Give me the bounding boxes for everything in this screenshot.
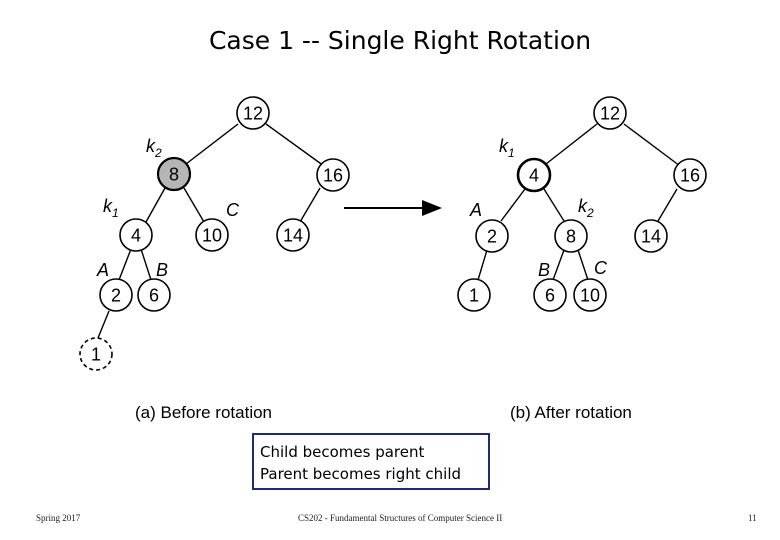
svg-text:4: 4 — [528, 165, 540, 186]
svg-text:16: 16 — [679, 165, 701, 186]
tree-node — [674, 159, 706, 191]
label-subtree-a: A — [97, 260, 110, 280]
edge-16-14 — [300, 188, 320, 222]
svg-text:10: 10 — [579, 285, 601, 306]
edge-12-4 — [546, 124, 597, 164]
svg-text:8: 8 — [168, 164, 180, 185]
tree-node-inserted — [80, 338, 112, 370]
tree-node — [317, 159, 349, 191]
caption-after: (b) After rotation — [510, 403, 632, 422]
svg-text:14: 14 — [282, 225, 304, 246]
svg-text:6: 6 — [148, 285, 160, 306]
slide-title: Case 1 -- Single Right Rotation — [208, 26, 592, 55]
edge-12-8 — [186, 124, 238, 164]
edge-12-16 — [624, 124, 680, 166]
svg-text:4: 4 — [130, 225, 142, 246]
svg-text:14: 14 — [640, 226, 662, 247]
tree-node — [100, 279, 132, 311]
after-tree-labels — [469, 136, 608, 280]
footer-course: CS202 - Fundamental Structures of Computer Science II — [298, 513, 503, 523]
edge-4-2 — [119, 249, 131, 280]
tree-node-k2 — [158, 158, 190, 190]
svg-text:2: 2 — [110, 285, 122, 306]
label-subtree-b: B — [538, 260, 551, 280]
tree-node — [138, 279, 170, 311]
edge-8-10 — [184, 188, 204, 222]
svg-text:1: 1 — [90, 344, 102, 365]
edge-8-10 — [578, 250, 588, 280]
footer-page-number: 11 — [748, 513, 757, 523]
caption-before: (a) Before rotation — [135, 403, 273, 422]
label-k2: $k_2$ — [578, 196, 594, 220]
label-subtree-b: B — [156, 260, 169, 280]
edge-12-16 — [266, 124, 324, 166]
tree-node — [574, 279, 606, 311]
svg-text:1: 1 — [468, 285, 480, 306]
svg-text:10: 10 — [201, 225, 223, 246]
label-k1: $k_1$ — [103, 196, 119, 220]
before-tree-nodes — [80, 97, 349, 370]
tree-node — [196, 219, 228, 251]
tree-node-k1 — [120, 219, 152, 251]
edge-16-14 — [658, 189, 677, 221]
edge-4-8 — [544, 189, 564, 221]
edge-8-4 — [146, 188, 165, 222]
note-line-2: Parent becomes right child — [260, 465, 462, 483]
svg-text:12: 12 — [599, 103, 621, 124]
edge-4-2 — [501, 189, 525, 221]
edge-2-1 — [478, 250, 487, 280]
label-k1: $k_1$ — [499, 136, 515, 160]
edge-2-1 — [98, 311, 109, 338]
note-box — [252, 433, 490, 490]
tree-node — [534, 279, 566, 311]
svg-text:6: 6 — [544, 285, 556, 306]
tree-node — [594, 97, 626, 129]
tree-node-k1 — [518, 159, 550, 191]
label-subtree-c: C — [226, 200, 239, 220]
before-tree-labels — [96, 136, 240, 280]
svg-text:8: 8 — [565, 226, 577, 247]
footer-date: Spring 2017 — [36, 513, 81, 523]
tree-node-k2 — [555, 220, 587, 252]
svg-text:16: 16 — [322, 165, 344, 186]
tree-node — [458, 279, 490, 311]
tree-node — [277, 219, 309, 251]
svg-text:12: 12 — [242, 103, 264, 124]
svg-text:2: 2 — [486, 226, 498, 247]
label-subtree-a: A — [470, 200, 483, 220]
note-line-1: Child becomes parent — [260, 443, 425, 461]
label-subtree-c: C — [594, 258, 607, 278]
tree-node — [237, 97, 269, 129]
edge-8-6 — [553, 250, 564, 280]
tree-node — [476, 220, 508, 252]
edge-4-6 — [141, 249, 151, 280]
tree-node — [635, 220, 667, 252]
label-k2: $k_2$ — [146, 136, 162, 160]
